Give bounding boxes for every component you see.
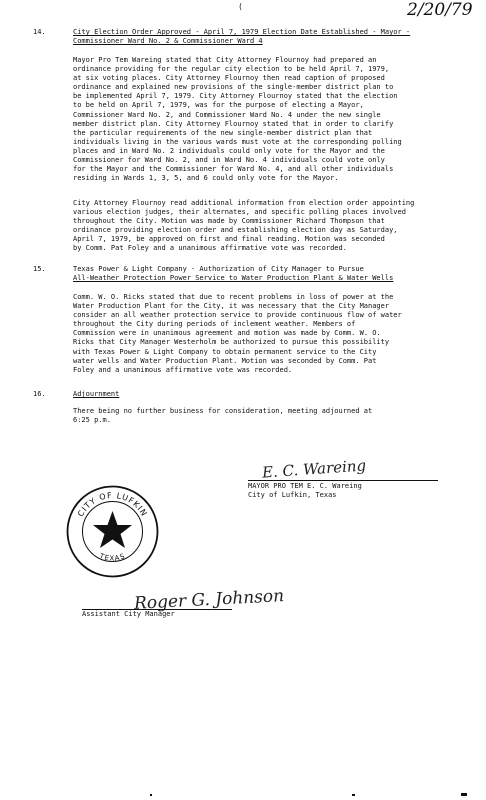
mayor-signature-line [248,480,438,481]
scan-mark [352,794,355,796]
item-14-heading: City Election Order Approved - April 7, 1979 Election Date Established - Mayor - Commissioner Ward No. 2 & Commissioner Ward 4 [73,28,411,45]
star-icon [93,511,132,548]
scan-mark [461,793,467,796]
city-seal [65,484,160,579]
mayor-title-line-2: City of Lufkin, Texas [248,491,337,499]
seal-top-text: CITY OF LUFKIN [75,490,150,519]
item-16-heading: Adjournment [73,390,120,398]
top-mark: ( [238,2,243,11]
seal-bottom-text: TEXAS [98,551,127,563]
item-15-number: 15. [33,265,46,273]
scan-mark [150,794,152,796]
item-14-paragraph-2: City Attorney Flournoy read additional information from election order appointing various election judges, their alternates, and specific polling places involved throughout the City. Motion was made by Commissioner Richard Thompson that ordinance providing election order and establishing election day as Saturday, April 7, 1979, be approved on first and final reading. Motion was seconded by Comm. Pat Foley and a unanimous affirmative vote was recorded. [73,199,415,253]
mayor-signature: E. C. Wareing [261,456,367,482]
item-16-paragraph: There being no further business for consideration, meeting adjourned at 6:25 p.m. [73,407,373,425]
assistant-title: Assistant City Manager [82,610,175,618]
item-15-heading-line-2: All-Weather Protection Power Service to Water Production Plant & Water Wells [73,274,394,282]
item-14-paragraph-1: Mayor Pro Tem Wareing stated that City Attorney Flournoy had prepared an ordinance providing for the regular city election to be held April 7, 1979, at six voting places. City Attorney Flournoy then read caption of proposed ordinance and explained new provisions of the single-member district plan to be implemented April 7, 1979. City Attorney Flournoy stated that the election to be held on April 7, 1979, was for the purpose of electing a Mayor, Commissioner Ward No. 2, and Commissioner Ward No. 4 under the new single member district plan. City Attorney Flournoy stated that in order to clarify the particular requirements of the new single-member district plan that individuals living in the various wards must vote at the corresponding polling places and in Ward No. 2 individuals could only vote for the Mayor and the Commissioner for Ward No. 2, and in Ward No. 4 individuals could vote only for the Mayor and the Commissioner for Ward No. 4, and all other individuals residing in Wards 1, 3, 5, and 6 could only vote for the Mayor. [73,56,402,183]
item-15-heading-line-1: Texas Power & Light Company - Authorization of City Manager to Pursue [73,265,364,273]
item-15-paragraph: Comm. W. O. Ricks stated that due to recent problems in loss of power at the Water Production Plant for the City, it was necessary that the City Manager consider an all weather protection service to provide continuous flow of water throughout the City during periods of inclement weather. Members of Commission were in unanimous agreement and motion was made by Comm. W. O. Ricks that City Manager Westerholm be authorized to pursue this possibility with Texas Power & Light Company to obtain permanent service to the City water wells and Water Production Plant. Motion was seconded by Comm. Pat Foley and a unanimous affirmative vote was recorded. [73,293,402,374]
mayor-title-line-1: MAYOR PRO TEM E. C. Wareing [248,482,362,490]
handwritten-date: 2/20/79 [407,0,473,20]
item-14-number: 14. [33,28,46,36]
assistant-signature: Roger G. Johnson [133,586,285,614]
svg-text:TEXAS [97,552,126,563]
item-16-number: 16. [33,390,46,398]
